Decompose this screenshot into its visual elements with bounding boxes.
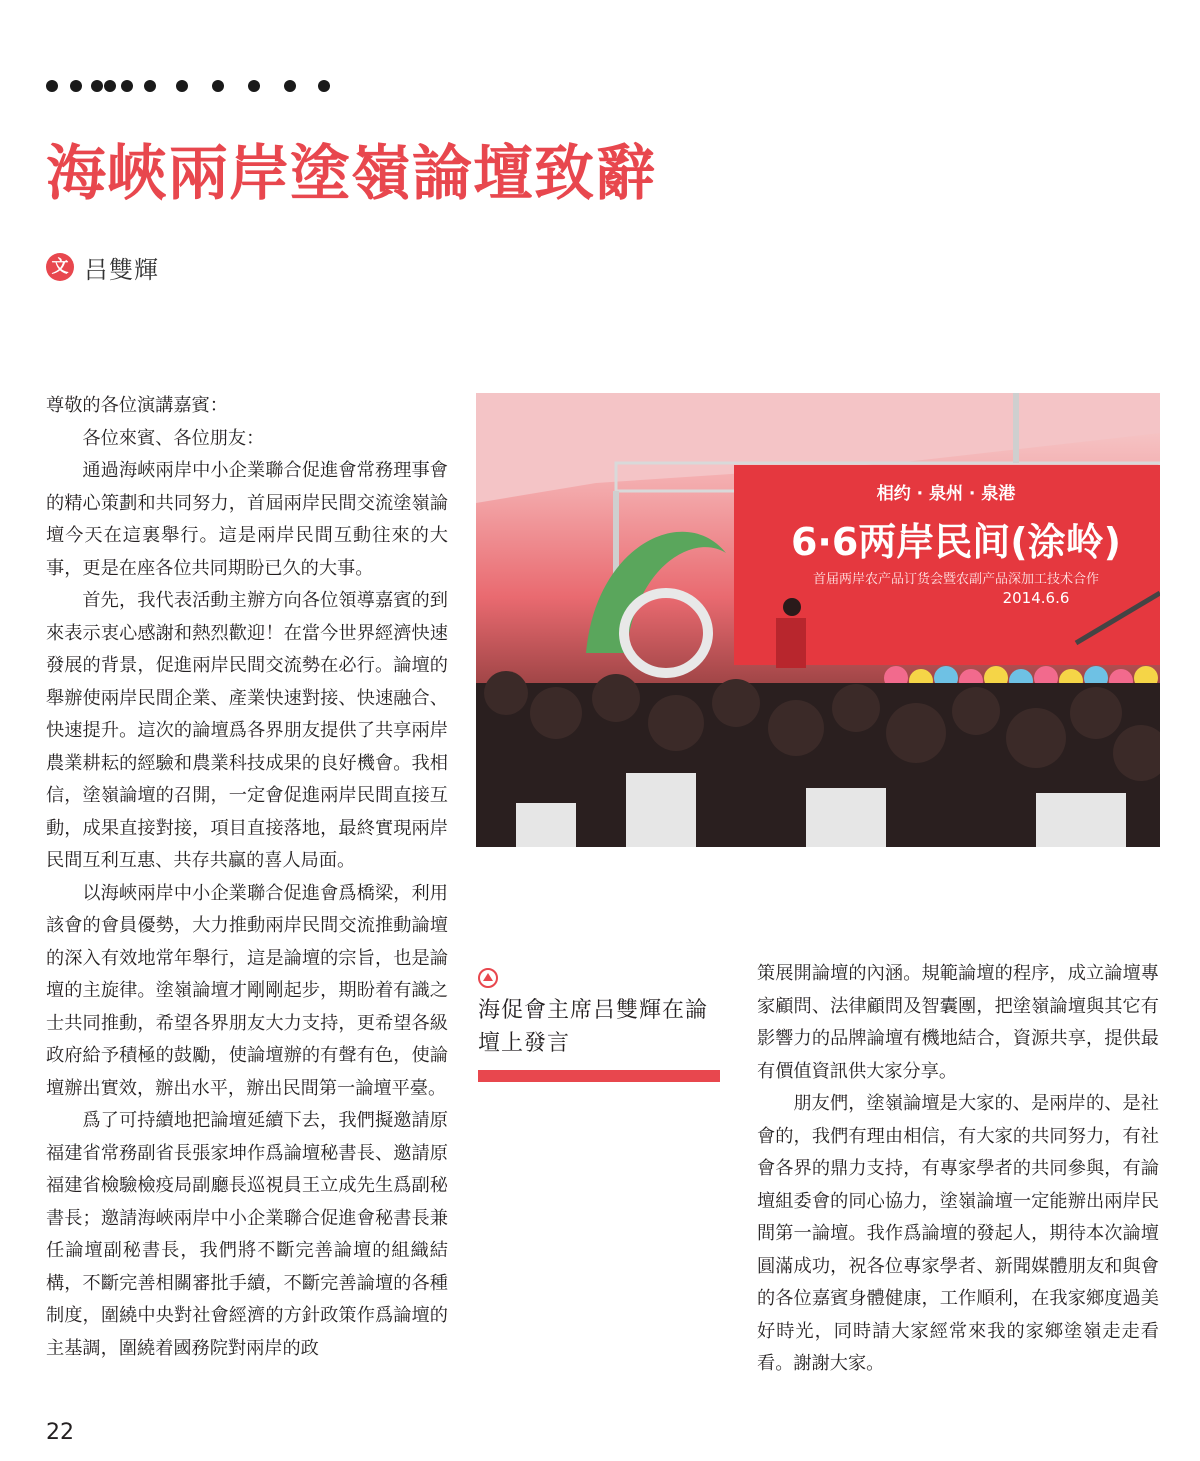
paragraph: 首先，我代表活動主辦方向各位領導嘉賓的到來表示衷心感謝和熱烈歡迎！在當今世界經濟快速發展的背景，促進兩岸民間交流勢在必行。論壇的舉辦使兩岸民間企業、產業快速對接、快速融合、快速提升。這次的論壇爲各界朋友提供了共享兩岸農業耕耘的經驗和農業科技成果的良好機會。我相信，塗嶺論壇的召開，一定會促進兩岸民間直接互動，成果直接對接，項目直接落地，最終實現兩岸民間互利互惠、共存共贏的喜人局面。: [46, 590, 448, 871]
paragraph: 朋友們，塗嶺論壇是大家的、是兩岸的、是社會的，我們有理由相信，有大家的共同努力，有社會各界的鼎力支持，有專家學者的共同參與，有論壇組委會的同心協力，塗嶺論壇一定能辦出兩岸民間第一論壇。我作爲論壇的發起人，期待本次論壇圓滿成功，祝各位專家學者、新聞媒體朋友和與會的各位嘉賓身體健康，工作順利，在我家鄉度過美好時光，同時請大家經常來我的家鄉塗嶺走走看看。謝謝大家。: [757, 1093, 1159, 1374]
paragraph-continued: 策展開論壇的內涵。規範論壇的程序，成立論壇專家顧問、法律顧問及智囊團，把塗嶺論壇與其它有影響力的品牌論壇有機地結合，資源共享，提供最有價值資訊供大家分享。: [757, 963, 1159, 1082]
photo-caption: [478, 968, 720, 1082]
body-column-left: [46, 390, 448, 1365]
decorative-dots: [46, 80, 346, 98]
author-name: 吕雙輝: [84, 255, 159, 284]
stage-sculpture-ring: [624, 593, 708, 673]
page-number: 22: [46, 1420, 74, 1445]
paragraph: 爲了可持續地把論壇延續下去，我們擬邀請原福建省常務副省長張家坤作爲論壇秘書長、邀請原福建省檢驗檢疫局副廳長巡視員王立成先生爲副秘書長；邀請海峽兩岸中小企業聯合促進會秘書長兼任論壇副秘書長，我們將不斷完善論壇的組織結構，不斷完善相關審批手續，不斷完善論壇的各種制度，圍繞中央對社會經濟的方針政策作爲論壇的主基調，圍繞着國務院對兩岸的政: [46, 1110, 448, 1359]
banner-date-text: 2014.6.6: [1002, 589, 1070, 607]
banner-top-text: 相约 · 泉州 · 泉港: [876, 484, 1016, 504]
event-photo: [476, 393, 1160, 847]
caption-text: 海促會主席吕雙輝在論壇上發言: [478, 998, 709, 1056]
banner-main-text: 6·6两岸民间(涂岭): [790, 520, 1122, 564]
speaker: [783, 598, 801, 616]
caption-triangle-icon: [478, 968, 498, 988]
paragraph: 通過海峽兩岸中小企業聯合促進會常務理事會的精心策劃和共同努力，首屆兩岸民間交流塗嶺論壇今天在這裏舉行。這是兩岸民間互動往來的大事，更是在座各位共同期盼已久的大事。: [46, 460, 448, 579]
body-column-right: [757, 958, 1159, 1381]
event-photo-illustration: [476, 393, 1160, 847]
paragraph: 以海峽兩岸中小企業聯合促進會爲橋梁，利用該會的會員優勢，大力推動兩岸民間交流推動論壇的深入有效地常年舉行，這是論壇的宗旨，也是論壇的主旋律。塗嶺論壇才剛剛起步，期盼着有識之士共同推動，希望各界朋友大力支持，更希望各級政府給予積極的鼓勵，使論壇辦的有聲有色，使論壇辦出實效，辦出水平，辦出民間第一論壇平臺。: [46, 882, 448, 1099]
caption-underline: [478, 1070, 720, 1082]
podium: [776, 618, 806, 668]
salutation: 尊敬的各位演講嘉賓：: [46, 395, 228, 416]
banner-sub-text: 首届两岸农产品订货会暨农副产品深加工技术合作: [812, 572, 1100, 587]
article-title: 海峽兩岸塗嶺論壇致辭: [46, 139, 656, 209]
greeting: 各位來賓、各位朋友：: [82, 427, 265, 449]
byline-badge: 文: [46, 253, 74, 281]
byline: [46, 250, 159, 284]
